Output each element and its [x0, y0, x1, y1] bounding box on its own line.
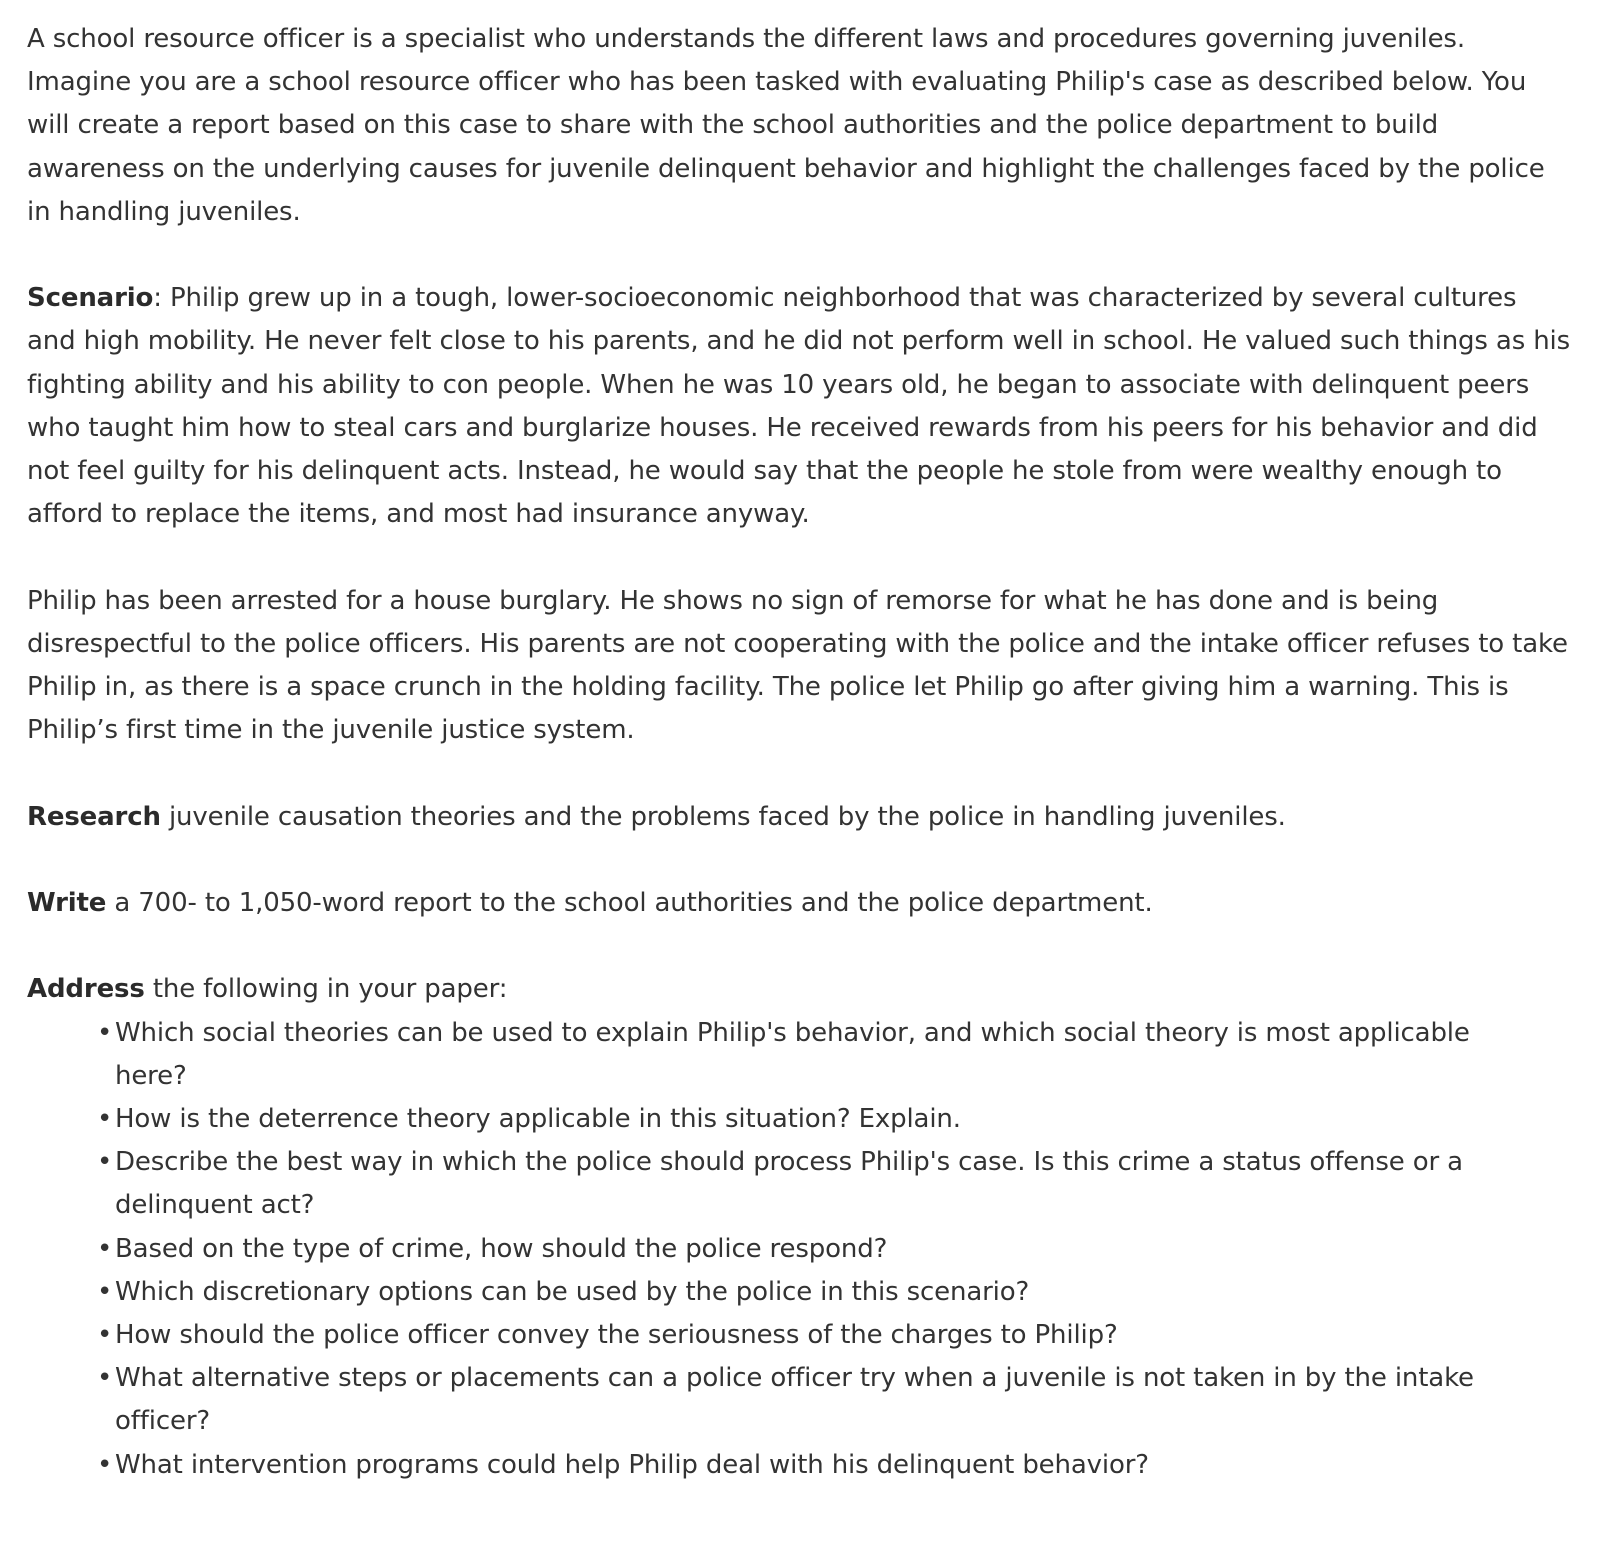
list-item — [97, 1314, 1475, 1357]
write-text: a 700- to 1,050-word report to the school authorities and the police department. — [106, 888, 1153, 918]
scenario-paragraph — [27, 277, 1572, 536]
list-item-text: What alternative steps or placements can a police officer try when a juvenile is not taken in by the intake officer? — [115, 1363, 1474, 1437]
address-text: the following in your paper: — [144, 974, 508, 1005]
list-item-text: What intervention programs could help Philip deal with his delinquent behavior? — [115, 1449, 1149, 1480]
bullet-icon: • — [97, 1147, 113, 1178]
address-paragraph — [27, 968, 1572, 1011]
bullet-icon: • — [97, 1320, 113, 1351]
list-item — [97, 1098, 1475, 1141]
list-item — [97, 1012, 1475, 1098]
address-label: Address — [27, 974, 145, 1005]
list-item-text: How is the deterrence theory applicable in this situation? Explain. — [115, 1104, 961, 1134]
bullet-icon: • — [97, 1104, 113, 1134]
research-paragraph — [27, 796, 1572, 839]
list-item-text: Which discretionary options can be used by the police in this scenario? — [115, 1276, 1030, 1307]
list-item — [97, 1444, 1475, 1487]
address-bullet-list — [27, 1012, 1572, 1487]
arrest-paragraph: Philip has been arrested for a house burglary. He shows no sign of remorse for what he has done and is being disrespectful to the police officers. His parents are not cooperating with the police and the intake officer refuses to take Philip in, as there is a space crunch in the holding facility. The police let Philip go after giving him a warning. This is Philip’s first time in the juvenile justice system. — [27, 585, 1568, 746]
write-label: Write — [27, 888, 107, 918]
scenario-text: : Philip grew up in a tough, lower-socioeconomic neighborhood that was characterized by several cultures and high mobility. He never felt close to his parents, and he did not perform well in school. He valued such things as his fighting ability and his ability to con people. When he was 10 years old, he began to associate with delinquent peers who taught him how to steal cars and burglarize houses. He received rewards from his peers for his behavior and did not feel guilty for his delinquent acts. Instead, he would say that the people he stole from were wealthy enough to afford to replace the items, and most had insurance anyway. — [27, 283, 1571, 530]
scenario-label: Scenario — [27, 283, 154, 314]
write-paragraph — [27, 882, 1572, 925]
research-text: juvenile causation theories and the problems faced by the police in handling juveniles. — [160, 801, 1286, 832]
list-item-text: Which social theories can be used to explain Philip's behavior, and which social theory is most applicable here? — [115, 1017, 1470, 1091]
list-item — [97, 1357, 1475, 1443]
research-label: Research — [27, 801, 161, 832]
bullet-icon: • — [97, 1233, 113, 1264]
list-item — [97, 1228, 1475, 1271]
list-item-text: Describe the best way in which the police should process Philip's case. Is this crime a status offense or a delinquent act? — [115, 1147, 1463, 1221]
list-item-text: Based on the type of crime, how should the police respond? — [115, 1233, 888, 1264]
intro-paragraph: A school resource officer is a specialist who understands the different laws and procedures governing juveniles. Imagine you are a school resource officer who has been tasked with evaluating Philip's case as described below. You will create a report based on this case to share with the school authorities and the police department to build awareness on the underlying causes for juvenile delinquent behavior and highlight the challenges faced by the police in handling juveniles. — [27, 24, 1545, 227]
bullet-icon: • — [97, 1276, 113, 1307]
list-item — [97, 1271, 1475, 1314]
bullet-icon: • — [97, 1449, 113, 1480]
list-item — [97, 1141, 1475, 1227]
bullet-icon: • — [97, 1017, 113, 1048]
list-item-text: How should the police officer convey the seriousness of the charges to Philip? — [115, 1320, 1118, 1351]
bullet-icon: • — [97, 1363, 113, 1394]
